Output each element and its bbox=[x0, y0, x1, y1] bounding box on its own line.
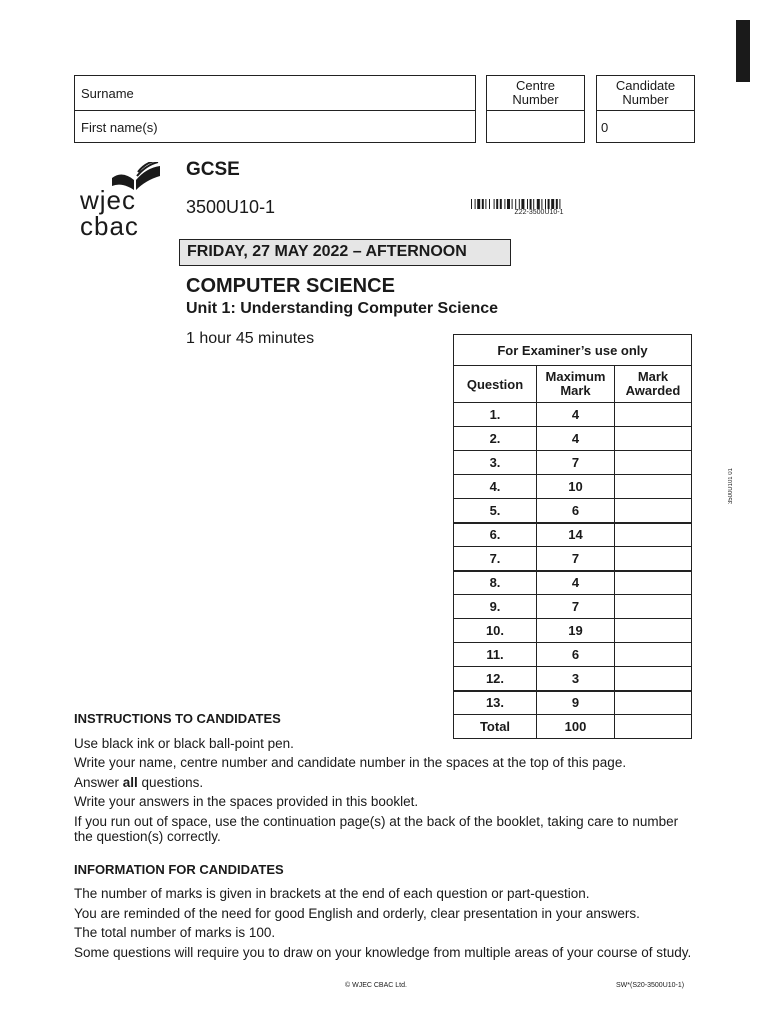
mark-awarded-cell[interactable] bbox=[615, 427, 692, 451]
question-number: 9. bbox=[454, 595, 537, 619]
table-row bbox=[454, 571, 692, 595]
question-number: 10. bbox=[454, 619, 537, 643]
centre-number-field[interactable] bbox=[486, 110, 585, 143]
total-value: 100 bbox=[537, 715, 615, 739]
information-heading: INFORMATION FOR CANDIDATES bbox=[74, 862, 284, 877]
max-mark: 4 bbox=[537, 403, 615, 427]
instruction-line-4: Write your answers in the spaces provided in this booklet. bbox=[74, 794, 419, 809]
wjec-logo bbox=[80, 162, 162, 244]
candidate-number-header bbox=[596, 75, 695, 111]
mark-awarded-cell[interactable] bbox=[615, 691, 692, 715]
table-row bbox=[454, 547, 692, 571]
table-row bbox=[454, 619, 692, 643]
barcode-icon bbox=[471, 199, 607, 209]
max-mark: 3 bbox=[537, 667, 615, 691]
information-line-1: The number of marks is given in brackets at the end of each question or part-question. bbox=[74, 886, 590, 901]
question-number: 6. bbox=[454, 523, 537, 547]
table-row bbox=[454, 595, 692, 619]
question-number: 1. bbox=[454, 403, 537, 427]
unit-title: Unit 1: Understanding Computer Science bbox=[186, 300, 499, 317]
exam-level: GCSE bbox=[186, 159, 240, 180]
table-row bbox=[454, 499, 692, 523]
table-row bbox=[454, 691, 692, 715]
question-number: 2. bbox=[454, 427, 537, 451]
table-row bbox=[454, 403, 692, 427]
information-line-3: The total number of marks is 100. bbox=[74, 925, 276, 940]
question-number: 3. bbox=[454, 451, 537, 475]
question-number: 4. bbox=[454, 475, 537, 499]
instruction-line-1: Use black ink or black ball-point pen. bbox=[74, 736, 294, 751]
mark-awarded-cell[interactable] bbox=[615, 571, 692, 595]
instruction-line-3: Answer all questions. bbox=[74, 775, 204, 790]
firstname-label: First name(s) bbox=[81, 120, 158, 135]
max-mark: 14 bbox=[537, 523, 615, 547]
table-row bbox=[454, 523, 692, 547]
mark-awarded-cell[interactable] bbox=[615, 475, 692, 499]
max-mark: 7 bbox=[537, 547, 615, 571]
max-mark: 6 bbox=[537, 499, 615, 523]
max-mark: 4 bbox=[537, 427, 615, 451]
mark-awarded-cell[interactable] bbox=[615, 595, 692, 619]
examiner-table-title: For Examiner’s use only bbox=[454, 335, 692, 366]
exam-duration: 1 hour 45 minutes bbox=[186, 330, 315, 347]
question-number: 7. bbox=[454, 547, 537, 571]
footer-copyright: © WJEC CBAC Ltd. bbox=[345, 982, 407, 989]
total-label: Total bbox=[454, 715, 537, 739]
max-mark: 10 bbox=[537, 475, 615, 499]
exam-code: 3500U10-1 bbox=[186, 197, 276, 217]
col-mark-awarded: Mark Awarded bbox=[615, 366, 692, 403]
information-line-2: You are reminded of the need for good English and orderly, clear presentation in your answers. bbox=[74, 906, 640, 921]
table-row bbox=[454, 451, 692, 475]
table-row bbox=[454, 475, 692, 499]
centre-number-header bbox=[486, 75, 585, 111]
mark-awarded-cell[interactable] bbox=[615, 547, 692, 571]
candidate-number-value: 0 bbox=[601, 120, 609, 135]
logo-line-2: cbac bbox=[80, 211, 139, 241]
max-mark: 6 bbox=[537, 643, 615, 667]
question-number: 11. bbox=[454, 643, 537, 667]
col-question: Question bbox=[454, 366, 537, 403]
max-mark: 19 bbox=[537, 619, 615, 643]
mark-awarded-cell[interactable] bbox=[615, 403, 692, 427]
surname-field[interactable] bbox=[74, 75, 476, 111]
mark-awarded-cell[interactable] bbox=[615, 619, 692, 643]
registration-mark bbox=[736, 20, 750, 82]
table-row bbox=[454, 643, 692, 667]
mark-awarded-cell[interactable] bbox=[615, 499, 692, 523]
footer-reference: SW*(S20-3500U10-1) bbox=[616, 982, 685, 989]
question-number: 12. bbox=[454, 667, 537, 691]
subject-title: COMPUTER SCIENCE bbox=[186, 275, 395, 297]
question-number: 5. bbox=[454, 499, 537, 523]
instruction-line-5: If you run out of space, use the continuation page(s) at the back of the booklet, taking care to number the question(s) correctly. bbox=[74, 814, 679, 844]
mark-awarded-cell[interactable] bbox=[615, 667, 692, 691]
surname-label: Surname bbox=[81, 86, 134, 101]
col-max-mark: Maximum Mark bbox=[537, 366, 615, 403]
candidate-label-1: Candidate bbox=[615, 78, 676, 93]
max-mark: 7 bbox=[537, 451, 615, 475]
information-line-4: Some questions will require you to draw on your knowledge from multiple areas of your course of study. bbox=[74, 945, 692, 960]
total-awarded-cell[interactable] bbox=[615, 715, 692, 739]
table-row bbox=[454, 667, 692, 691]
max-mark: 4 bbox=[537, 571, 615, 595]
mark-awarded-cell[interactable] bbox=[615, 451, 692, 475]
candidate-label-2: Number bbox=[622, 92, 669, 107]
mark-awarded-cell[interactable] bbox=[615, 523, 692, 547]
logo-line-1: wjec bbox=[80, 185, 137, 215]
side-code: 3500U101 01 bbox=[728, 468, 734, 505]
question-number: 13. bbox=[454, 691, 537, 715]
centre-label-1: Centre bbox=[515, 78, 556, 93]
max-mark: 9 bbox=[537, 691, 615, 715]
centre-label-2: Number bbox=[512, 92, 559, 107]
instruction-line-2: Write your name, centre number and candidate number in the spaces at the top of this page. bbox=[74, 755, 627, 770]
firstname-field[interactable] bbox=[74, 110, 476, 143]
question-number: 8. bbox=[454, 571, 537, 595]
exam-date-banner: FRIDAY, 27 MAY 2022 – AFTERNOON bbox=[179, 239, 511, 266]
max-mark: 7 bbox=[537, 595, 615, 619]
examiner-table bbox=[453, 334, 692, 739]
instructions-heading: INSTRUCTIONS TO CANDIDATES bbox=[74, 711, 281, 726]
candidate-number-field[interactable] bbox=[596, 110, 695, 143]
mark-awarded-cell[interactable] bbox=[615, 643, 692, 667]
barcode-text: Z22-3500U10-1 bbox=[514, 209, 564, 216]
table-row bbox=[454, 427, 692, 451]
